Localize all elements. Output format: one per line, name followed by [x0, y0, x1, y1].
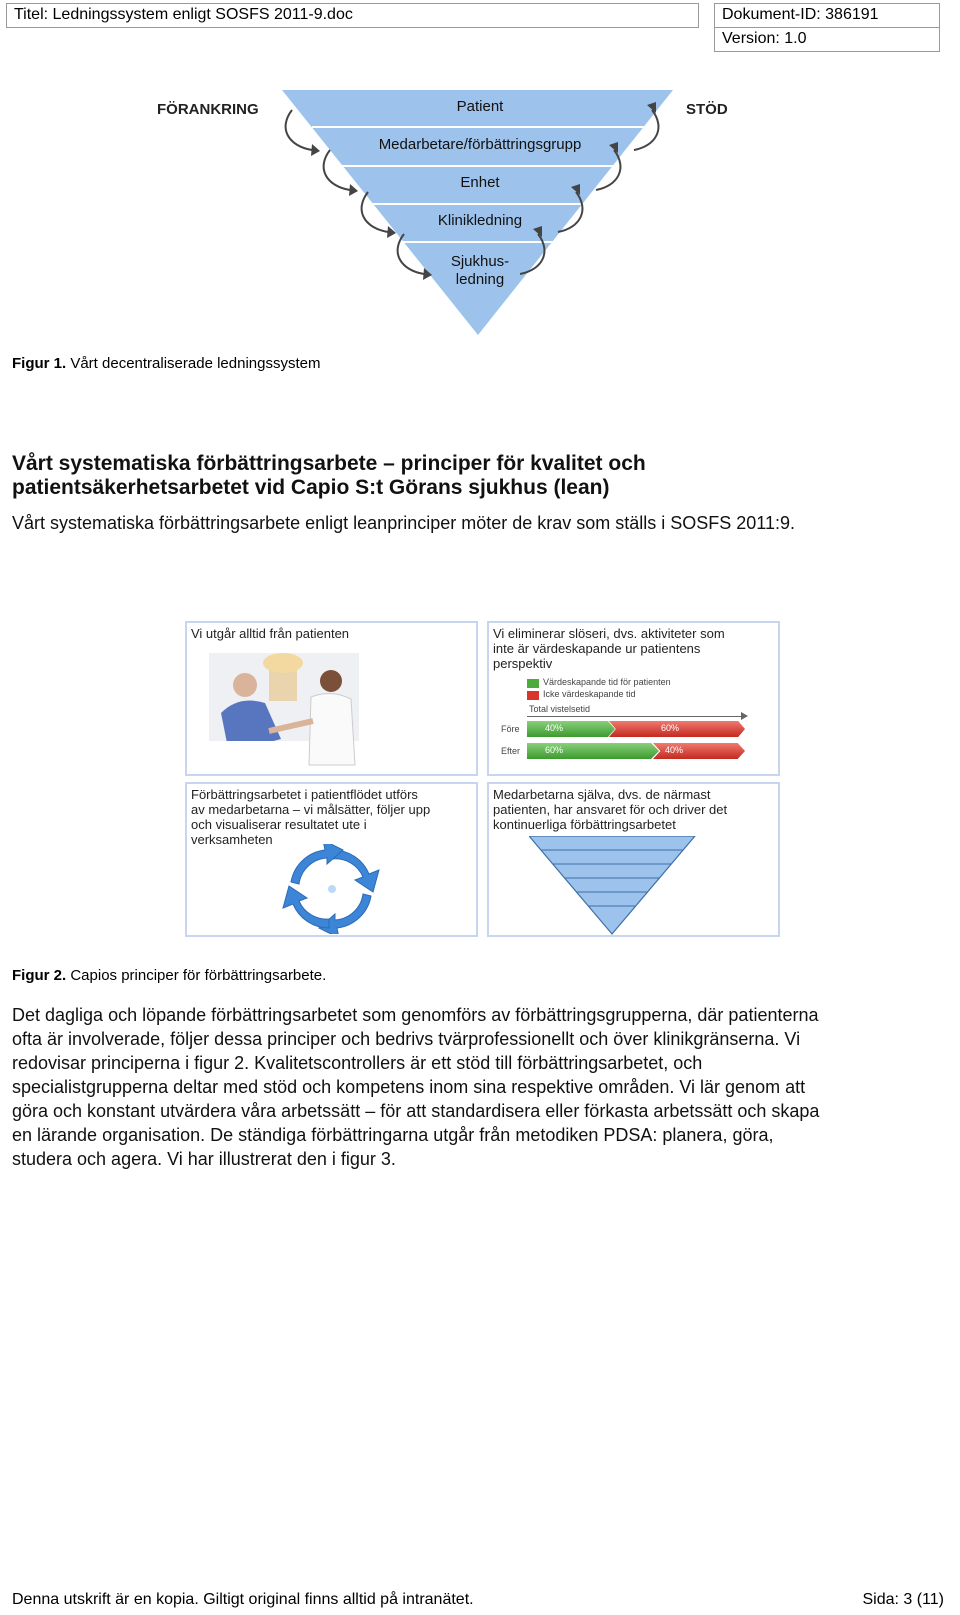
panel-flow-text-4: verksamheten: [191, 832, 273, 847]
small-triangle-graphic: [529, 836, 699, 936]
before-green-value: 40%: [545, 723, 564, 733]
body-line: en lärande organisation. De ständiga förbättringarna utgår från metodiken PDSA: planera, göra,: [12, 1125, 774, 1145]
panel-staff-text-1: Medarbetarna själva, dvs. de närmast: [493, 787, 711, 802]
document-id: Dokument-ID: 386191: [714, 3, 940, 28]
document-title: Titel: Ledningssystem enligt SOSFS 2011-9.doc: [6, 3, 699, 28]
document-version: Version: 1.0: [714, 27, 940, 52]
panel-improvement-flow: [185, 782, 478, 937]
section-lead: Vårt systematiska förbättringsarbete enligt leanprinciper möter de krav som ställs i SOSFS 2011:9.: [12, 513, 796, 533]
panel-flow-text-1: Förbättringsarbetet i patientflödet utförs: [191, 787, 418, 802]
before-red-value: 60%: [661, 723, 680, 733]
heading-line-1: Vårt systematiska förbättringsarbete – principer för kvalitet och: [12, 452, 646, 475]
body-line: göra och konstant utvärdera våra arbetssätt – för att standardisera eller förkasta arbetssätt och skapa: [12, 1101, 820, 1121]
caption-text: Capios principer för förbättringsarbete.: [66, 967, 327, 984]
caption-text: Vårt decentraliserade ledningssystem: [66, 355, 321, 372]
body-paragraph: [12, 1003, 947, 1171]
total-time-arrow: [527, 716, 745, 717]
arrowhead-icon: [741, 712, 748, 720]
panel-staff-responsibility: [487, 782, 780, 937]
panel-patient: [185, 621, 478, 776]
after-red-value: 40%: [665, 745, 684, 755]
total-time-label: Total vistelsetid: [529, 704, 591, 714]
patient-photo: [209, 653, 359, 768]
panel-waste-text-2: inte är värdeskapande ur patientens: [493, 641, 701, 656]
body-line: Det dagliga och löpande förbättringsarbetet som genomförs av förbättringsgrupperna, där patienterna: [12, 1005, 819, 1025]
panel-staff-text-3: kontinuerliga förbättringsarbetet: [493, 817, 676, 832]
legend-red-swatch: [527, 691, 539, 700]
level-sjukhus-2: ledning: [455, 271, 505, 288]
after-label: Efter: [501, 746, 521, 756]
panel-waste-text-3: perspektiv: [493, 656, 553, 671]
heading-line-2: patientsäkerhetsarbetet vid Capio S:t Görans sjukhus (lean): [12, 476, 610, 499]
panel-patient-text: Vi utgår alltid från patienten: [191, 626, 350, 641]
legend-green-label: Värdeskapande tid för patienten: [543, 677, 671, 687]
legend-green-swatch: [527, 679, 539, 688]
level-enhet: Enhet: [460, 174, 500, 191]
label-forankring: FÖRANKRING: [157, 101, 259, 118]
level-medarbetare: Medarbetare/förbättringsgrupp: [378, 136, 582, 153]
page-number: Sida: 3 (11): [862, 1591, 944, 1608]
level-patient: Patient: [456, 98, 504, 115]
label-stod: STÖD: [686, 101, 728, 118]
body-line: studera och agera. Vi har illustrerat den i figur 3.: [12, 1149, 396, 1169]
footer-disclaimer: Denna utskrift är en kopia. Giltigt original finns alltid på intranätet.: [12, 1591, 474, 1608]
panel-flow-text-3: och visualiserar resultatet ute i: [191, 817, 367, 832]
level-klinikledning: Klinikledning: [437, 212, 523, 229]
section-heading: [12, 452, 942, 500]
before-green-bar: [527, 721, 615, 737]
body-line: redovisar principerna i figur 2. Kvalitetscontrollers är ett stöd till förbättringsarbetet, och: [12, 1053, 703, 1073]
body-line: ofta är involverade, följer dessa principer och bedrivs tvärprofessionellt och över klinikgränserna. Vi: [12, 1029, 801, 1049]
legend-red-label: Icke värdeskapande tid: [543, 689, 636, 699]
before-label: Före: [501, 724, 520, 734]
figure-2-caption: [12, 967, 326, 984]
body-line: specialistgrupperna deltar med stöd och kompetens inom sina respektive områden. Vi lär genom att: [12, 1077, 806, 1097]
panel-flow-text-2: av medarbetarna – vi målsätter, följer upp: [191, 802, 431, 817]
panel-waste: [487, 621, 780, 776]
panel-waste-text-1: Vi eliminerar slöseri, dvs. aktiviteter som: [493, 626, 725, 641]
caption-label: Figur 1.: [12, 355, 67, 372]
cycle-icon: [277, 844, 387, 934]
caption-label: Figur 2.: [12, 967, 67, 984]
panel-staff-text-2: patienten, har ansvaret för och driver det: [493, 802, 728, 817]
after-green-value: 60%: [545, 745, 564, 755]
level-sjukhus-1: Sjukhus-: [450, 253, 510, 270]
figure-1-leadership-triangle: [0, 80, 960, 350]
figure-1-caption: [12, 355, 320, 372]
